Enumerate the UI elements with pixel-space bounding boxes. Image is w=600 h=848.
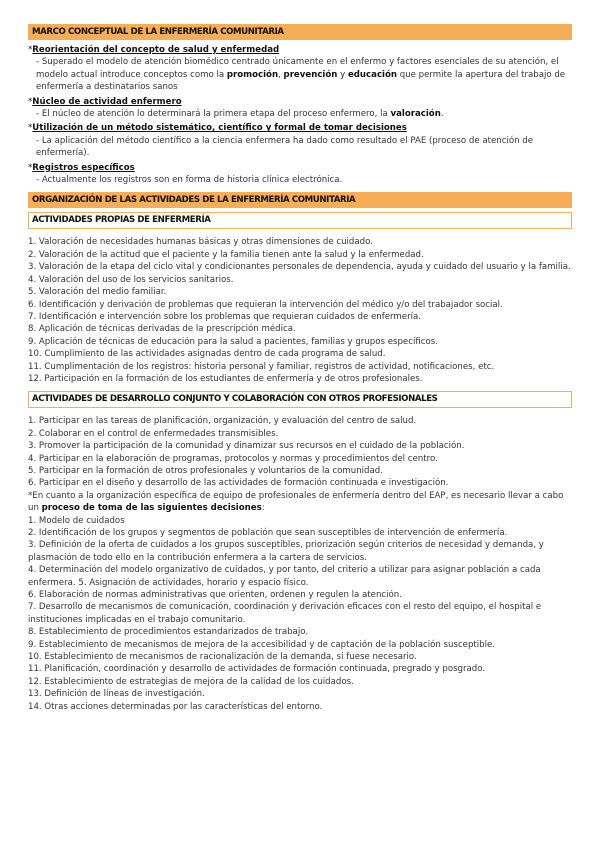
list-item: 1. Valoración de necesidades humanas básicas y otras dimensiones de cuidado. — [28, 237, 373, 248]
list-item: 7. Desarrollo de mecanismos de comunicación, coordinación y derivación eficaces con el resto del equipo, el hospital e instituciones implicadas en el trabajo comunitario. — [28, 602, 542, 625]
item-reorientacion: *Reorientación del concepto de salud y enfermedad - Superado el modelo de atención biomédico centrado únicamente en el enfermo y factores esenciales de su atención, el modelo actual introduce conceptos como la promoción, prevención y educación que permite la apertura del trabajo de enfermería a destinatarios sanos — [28, 45, 566, 93]
subheading-registros: Registros específicos — [32, 162, 135, 173]
list-item: 6. Identificación y derivación de problemas que requieran la intervención del médico y/o del trabajador social. — [28, 299, 503, 310]
section-header-marco: MARCO CONCEPTUAL DE LA ENFERMERÍA COMUNITARIA — [28, 24, 572, 40]
list-item: 2. Identificación de los grupos y segmentos de población que sean susceptibles de intervención de enfermería. — [28, 528, 508, 538]
list-item: 5. Valoración del medio familiar. — [28, 287, 167, 298]
list-item: 6. Participar en el diseño y desarrollo de las actividades de formación continuada e investigación. — [28, 478, 449, 489]
list-item: 3. Valoración de la etapa del ciclo vital y condicionantes personales de dependencia, ayuda y cuidado del usuario y la familia. — [28, 262, 571, 273]
list-item: 5. Participar en la formación de otros profesionales y voluntarios de la comunidad. — [28, 465, 383, 476]
list-item: 7. Identificación e intervención sobre los problemas que requieran cuidados de enfermería. — [28, 311, 422, 322]
list-item: 11. Cumplimentación de los registros: historia personal y familiar, registros de actividad, notificaciones, etc. — [28, 361, 495, 372]
item-registros: *Registros específicos - Actualmente los registros son en forma de historia clínica electrónica. — [28, 162, 343, 186]
list-desarrollo-conjunto — [28, 415, 572, 489]
list-item: 10. Cumplimiento de las actividades asignadas dentro de cada programa de salud. — [28, 349, 386, 360]
list-item: 4. Determinación del modelo organizativo de cuidados, y por tanto, del criterio a utilizar para asignar población a cada enfermera. 5. Asignación de actividades, horario y espacio físico. — [28, 565, 541, 588]
list-item: 14. Otras acciones determinadas por las características del entorno. — [28, 701, 323, 712]
list-item: 1. Participar en las tareas de planificación, organización, y evaluación del centro de salud. — [28, 416, 417, 427]
list-item: 1. Modelo de cuidados — [28, 515, 125, 526]
section-header-organizacion: ORGANIZACIÓN DE LAS ACTIVIDADES DE LA ENFERMERÍA COMUNITARIA — [28, 192, 572, 208]
item-nucleo: *Núcleo de actividad enfermero - El núcleo de atención lo determinará la primera etapa del proceso enfermero, la valoración. — [28, 96, 444, 120]
list-item: 12. Participación en la formación de los estudiantes de enfermería y de otros profesionales. — [28, 373, 423, 384]
list-item: 12. Establecimiento de estrategias de mejora de la calidad de los cuidados. — [28, 676, 354, 687]
list-decisiones — [28, 515, 572, 714]
list-item: 2. Valoración de la actitud que el paciente y la familia tienen ante la salud y la enfermedad. — [28, 249, 424, 260]
section-header-desarrollo-conjunto: ACTIVIDADES DE DESARROLLO CONJUNTO Y COLABORACIÓN CON OTROS PROFESIONALES — [28, 391, 572, 408]
list-item: 9. Aplicación de técnicas de educación para la salud a pacientes, familias y grupos específicos. — [28, 336, 438, 347]
list-item: 11. Planificación, coordinación y desarrollo de actividades de formación continuada, pregrado y posgrado. — [28, 664, 486, 675]
list-item: 13. Definición de líneas de investigación. — [28, 689, 205, 700]
list-item: 3. Definición de la oferta de cuidados a los grupos susceptibles, priorización según criterios de necesidad y demanda, y plasmación de todo ello en la contribución enfermera a la cartera de servicios. — [28, 540, 544, 563]
list-actividades-propias — [28, 236, 572, 385]
list-item: 6. Elaboración de normas administrativas que orienten, ordenen y regulen la atención. — [28, 590, 402, 601]
section-header-actividades-propias: ACTIVIDADES PROPIAS DE ENFERMERÍA — [28, 212, 572, 229]
subheading-nucleo: Núcleo de actividad enfermero — [32, 96, 182, 107]
list-item: 8. Aplicación de técnicas derivadas de la prescripción médica. — [28, 324, 296, 335]
list-item: 3. Promover la participación de la comunidad y dinamizar sus recursos en el cuidado de la población. — [28, 441, 465, 452]
list-item: 10. Establecimiento de mecanismos de racionalización de la demanda, si fuese necesario. — [28, 652, 417, 663]
list-item: 9. Establecimiento de mecanismos de mejora de la accesibilidad y de captación de la población susceptible. — [28, 639, 496, 650]
subheading-metodo: Utilización de un método sistemático, científico y formal de tomar decisiones — [32, 123, 407, 134]
list-item: 4. Participar en la elaboración de programas, protocolos y normas y procedimientos del centro. — [28, 453, 438, 464]
subheading-reorientacion: Reorientación del concepto de salud y enfermedad — [32, 45, 280, 55]
document-page — [28, 24, 572, 713]
list-item: 4. Valoración del uso de los servicios sanitarios. — [28, 274, 234, 285]
list-item: 8. Establecimiento de procedimientos estandarizados de trabajo. — [28, 627, 309, 638]
list-item: 2. Colaborar en el control de enfermedades transmisibles. — [28, 428, 279, 439]
note-decisiones: *En cuanto a la organización específica de equipo de profesionales de enfermería dentro del EAP, es necesario llevar a cabo un proceso de toma de las siguientes decisiones: — [28, 490, 564, 514]
item-metodo: *Utilización de un método sistemático, científico y formal de tomar decisiones - La aplicación del método científico a la ciencia enfermera ha dado como resultado el PAE (proceso de atención de enfermería). — [28, 123, 534, 159]
